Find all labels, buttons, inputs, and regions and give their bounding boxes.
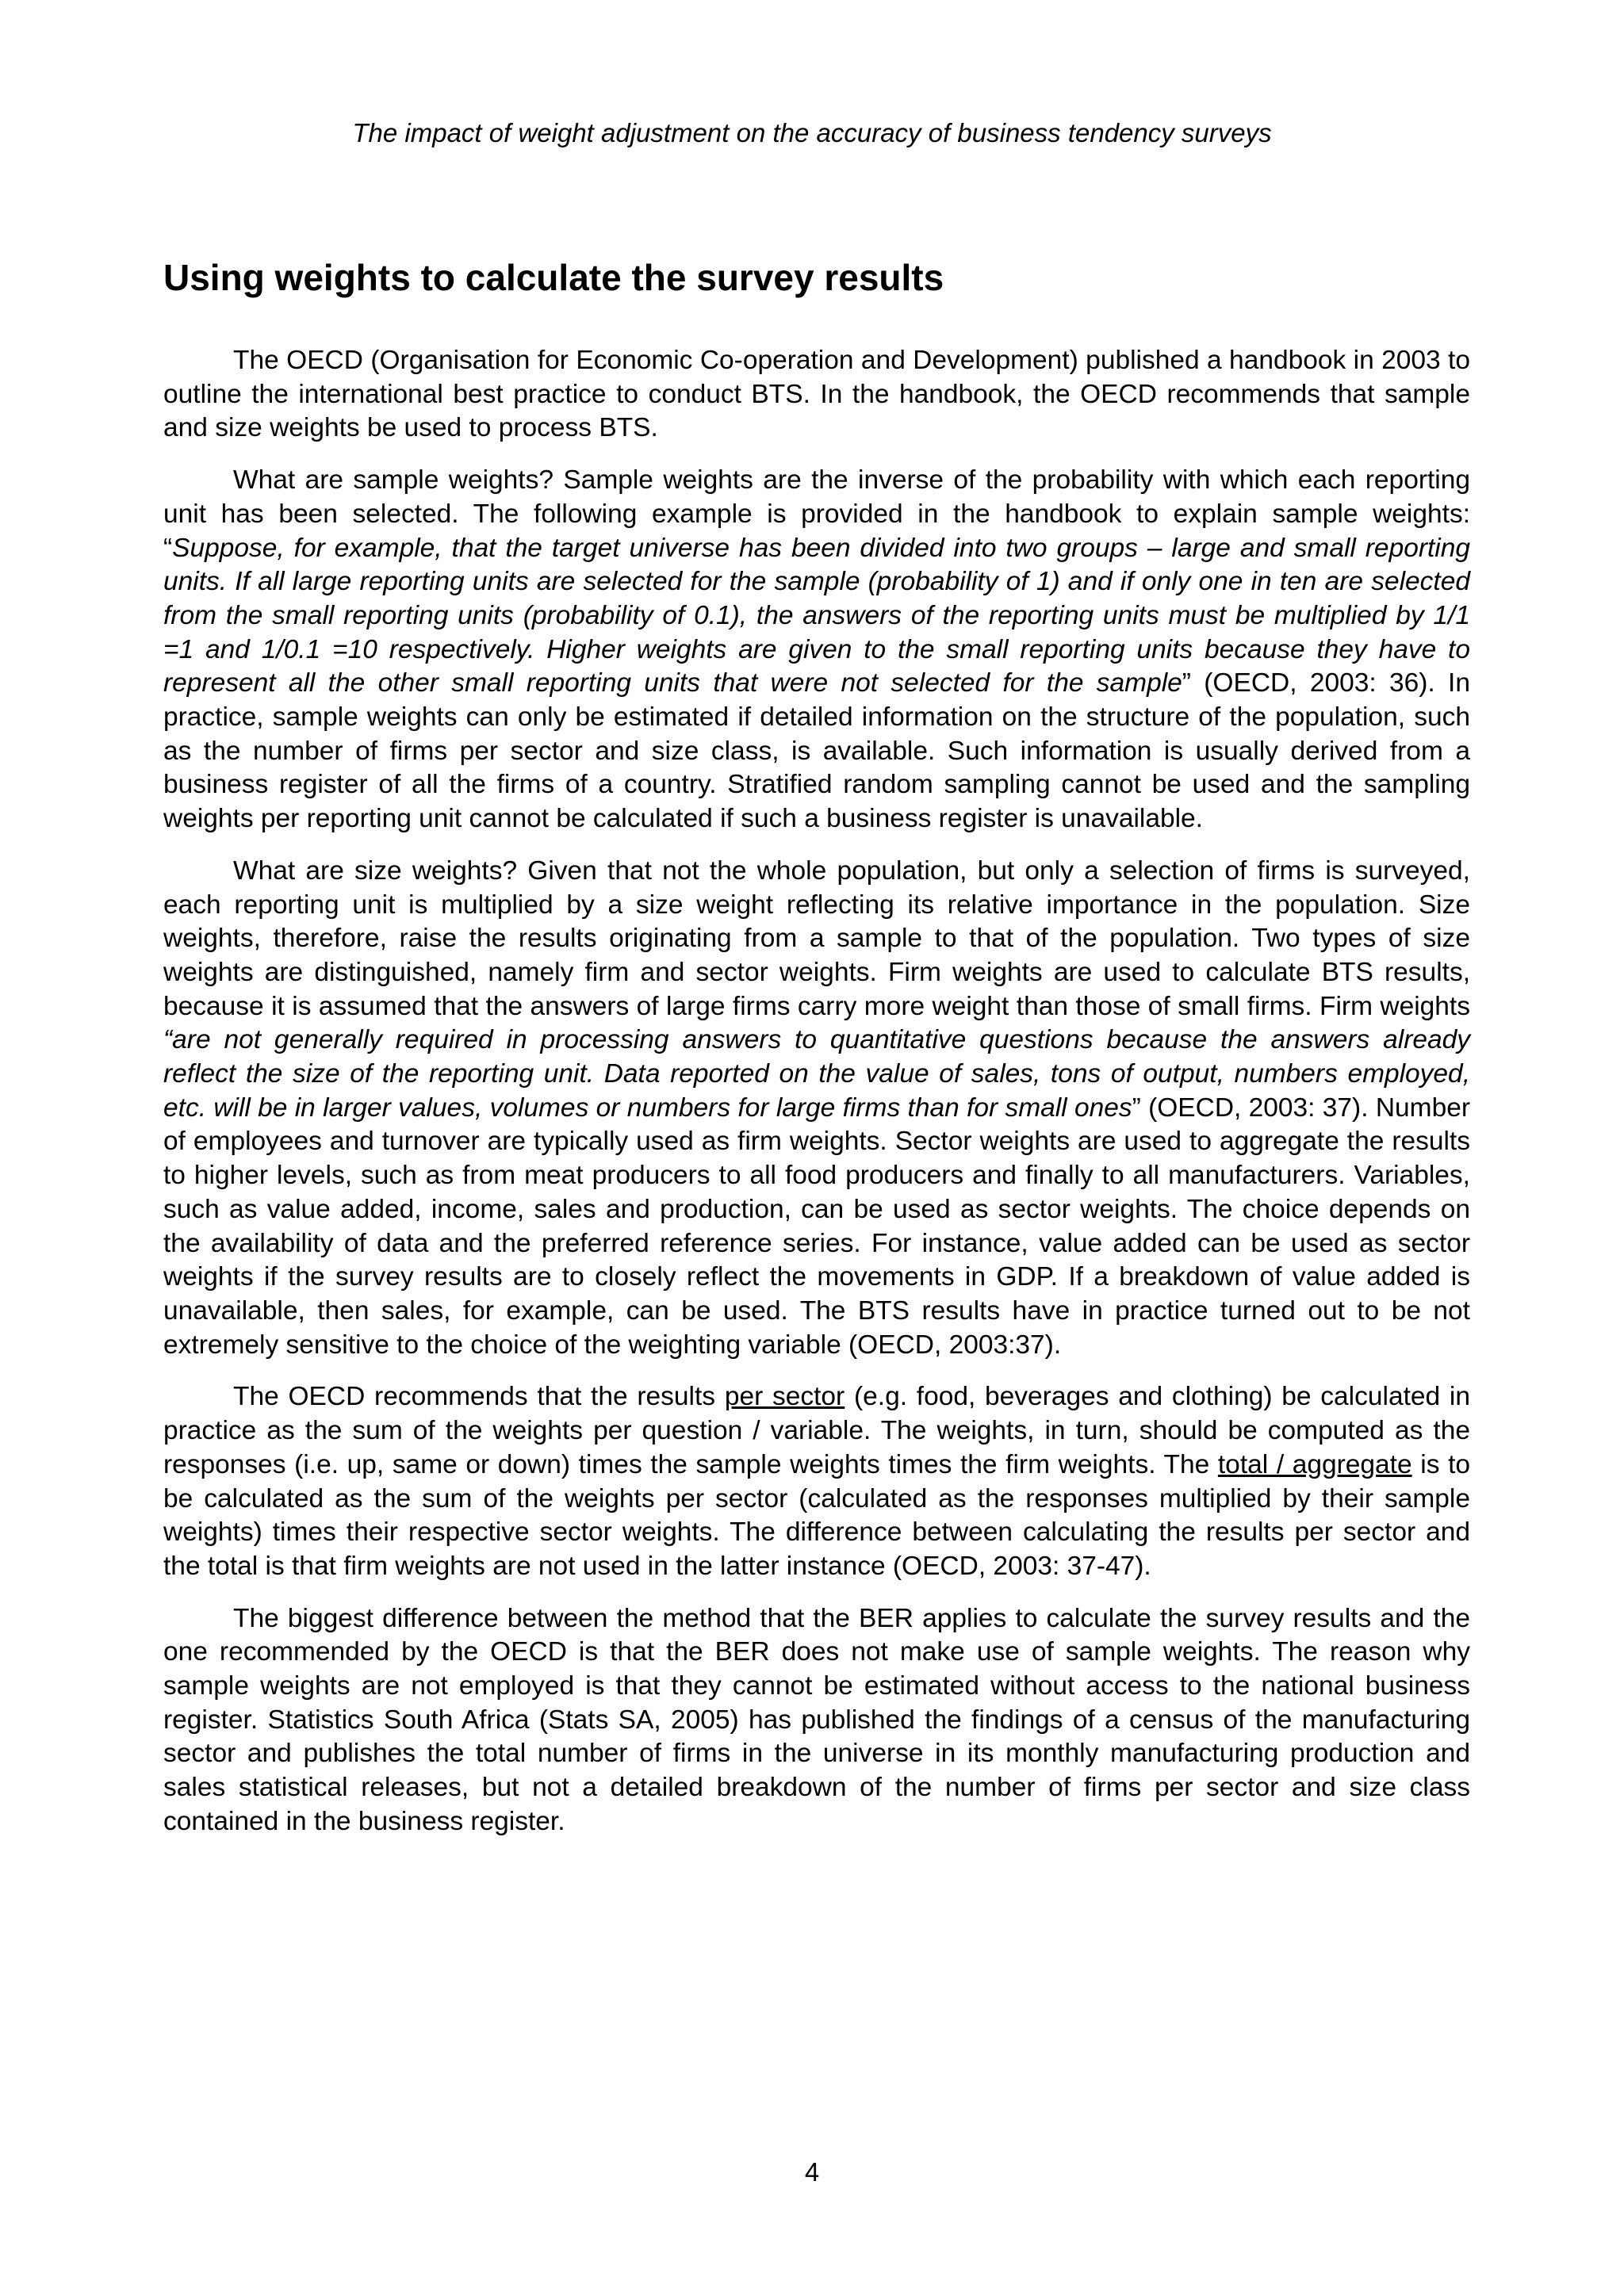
paragraph-oecd-recommendation-rest: is to be calculated as the sum of the weights per sector (calculated as the responses multiplied by their sample weights) times their respective sector weights. The difference between calculating the results per sector and the total is that firm weights are not used in the latter instance (OECD, 2003: 37-47). [163, 1449, 1471, 1581]
paragraph-oecd-recommendation-intro: The OECD recommends that the results [233, 1382, 725, 1412]
section-heading: Using weights to calculate the survey results [163, 257, 944, 298]
paragraph-sample-weights-intro: What are sample weights? Sample weights are the inverse of the probability with which each reporting unit has been selected. The following example is provided in the handbook to explain sample weights: “ [163, 465, 1470, 563]
paragraph-size-weights [163, 855, 1470, 1363]
paragraph-oecd-recommendation-mid: (e.g. food, beverages and clothing) be calculated in practice as the sum of the weights per question / variable. The weights, in turn, should be computed as the responses (i.e. up, same or down) times the sample weights times the firm weights. The [163, 1382, 1470, 1479]
paragraph-size-weights-intro: What are size weights? Given that not the whole population, but only a selection of firms is surveyed, each reporting unit is multiplied by a size weight reflecting its relative importance in the population. Size weights, therefore, raise the results originating from a sample to that of the population. Two types of size weights are distinguished, namely firm and sector weights. Firm weights are used to calculate BTS results, because it is assumed that the answers of large firms carry more weight than those of small firms. Firm weights [163, 855, 1470, 1021]
paragraph-oecd-handbook: The OECD (Organisation for Economic Co-operation and Development) published a handbook in 2003 to outline the international best practice to conduct BTS. In the handbook, the OECD recommends that sample and size weights be used to process BTS. [163, 346, 1470, 443]
running-header: The impact of weight adjustment on the accuracy of business tendency surveys [352, 118, 1272, 147]
paragraph-ber-difference: The biggest difference between the method that the BER applies to calculate the survey results and the one recommended by the OECD is that the BER does not make use of sample weights. The reason why sample weights are not employed is that they cannot be estimated without access to the national business register. Statistics South Africa (Stats SA, 2005) has published the findings of a census of the manufacturing sector and publishes the total number of firms in the universe in its monthly manufacturing production and sales statistical releases, but not a detailed breakdown of the number of firms per sector and size class contained in the business register. [163, 1603, 1470, 1836]
body-text [163, 344, 1470, 1858]
paragraph-oecd-recommendation [163, 1380, 1470, 1583]
sample-weights-quote: Suppose, for example, that the target universe has been divided into two groups – large and small reporting units. If all large reporting units are selected for the sample (probability of 1) and if only one in ten are selected from the small reporting units (probability of 0.1), the answers of the reporting units must be multiplied by 1/1 =1 and 1/0.1 =10 respectively. Higher weights are given to the small reporting units because they have to represent all the other small reporting units that were not selected for the sample [163, 533, 1470, 698]
page-number: 4 [804, 2157, 820, 2187]
paragraph-sample-weights-rest: ” (OECD, 2003: 36). In practice, sample weights can only be estimated if detailed information on the structure of the population, such as the number of firms per sector and size class, is available. Such information is usually derived from a business register of all the firms of a country. Stratified random sampling cannot be used and the sampling weights per reporting unit cannot be calculated if such a business register is unavailable. [163, 668, 1470, 834]
underlined-per-sector: per sector [724, 1382, 845, 1412]
firm-weights-quote: “are not generally required in processing answers to quantitative questions because the answers already reflect the size of the reporting unit. Data reported on the value of sales, tons of output, numbers employed, etc. will be in larger values, volumes or numbers for large firms than for small ones [163, 1025, 1470, 1123]
underlined-total-aggregate: total / aggregate [1217, 1449, 1412, 1479]
paragraph-size-weights-rest: ” (OECD, 2003: 37). Number of employees and turnover are typically used as firm weights. Sector weights are used to aggregate the results to higher levels, such as from meat producers to all food producers and finally to all manufacturers. Variables, such as value added, income, sales and production, can be used as sector weights. The choice depends on the availability of data and the preferred reference series. For instance, value added can be used as sector weights if the survey results are to closely reflect the movements in GDP. If a breakdown of value added is unavailable, then sales, for example, can be used. The BTS results have in practice turned out to be not extremely sensitive to the choice of the weighting variable (OECD, 2003:37). [163, 1093, 1470, 1360]
paragraph-sample-weights [163, 464, 1470, 836]
